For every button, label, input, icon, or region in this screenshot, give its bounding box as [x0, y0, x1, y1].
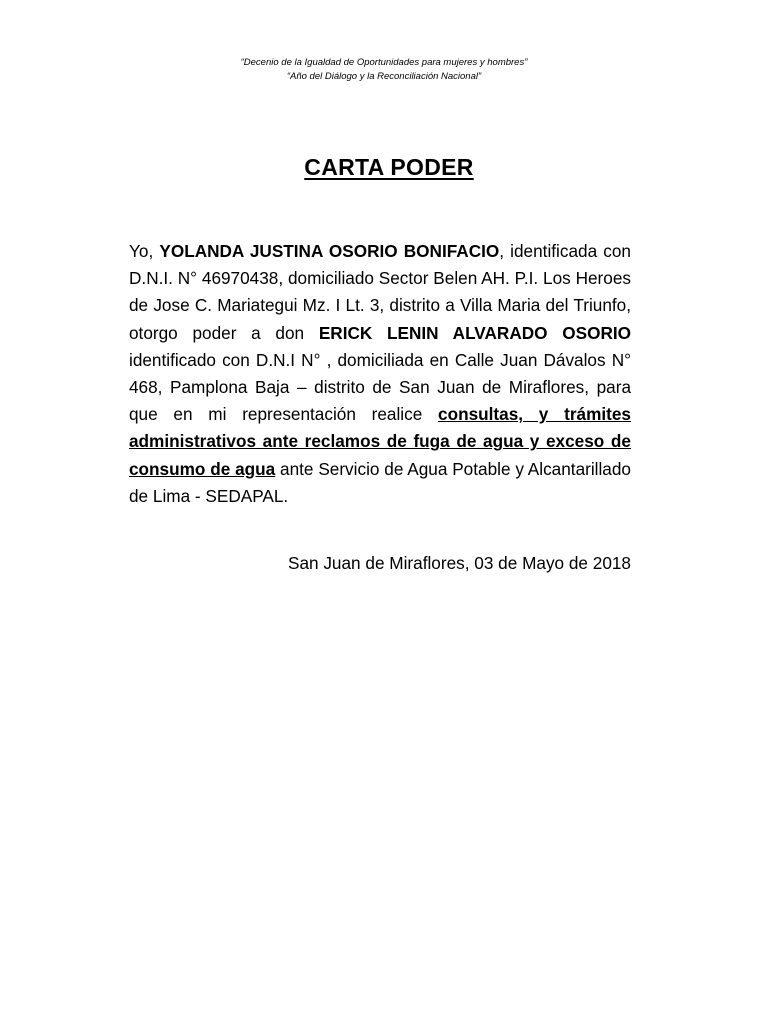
grantee-name: ERICK LENIN ALVARADO OSORIO — [318, 322, 631, 343]
header-motto-year: “Año del Diálogo y la Reconciliación Nacional” — [286, 71, 482, 82]
place-and-date: San Juan de Miraflores, 03 de Mayo de 2018 — [287, 553, 631, 573]
body-text-closing: ante Servicio de Agua Potable y Alcantarillado de Lima - SEDAPAL. — [129, 458, 631, 506]
header-motto-decade: “Decenio de la Igualdad de Oportunidades para mujeres y hombres” — [240, 57, 528, 68]
header-mottos — [0, 56, 768, 84]
letter-body — [129, 238, 631, 510]
power-purpose: consultas, y trámites administrativos ante reclamos de fuga de agua y exceso de consumo de agua — [129, 404, 631, 479]
grantor-name: YOLANDA JUSTINA OSORIO BONIFACIO — [159, 241, 500, 261]
body-text-grantor-details: , identificada con D.N.I. N° 46970438, domiciliado Sector Belen AH. P.I. Los Heroes de Jose C. Mariategui Mz. I Lt. 3, distrito a Villa Maria del Triunfo, otorgo poder a don — [129, 241, 631, 343]
document-title: CARTA PODER — [304, 154, 474, 180]
body-text-grantee-details: identificado con D.N.I N° , domiciliada en Calle Juan Dávalos N° 468, Pamplona Baja – distrito de San Juan de Miraflores, para que en mi representación realice — [129, 349, 631, 425]
body-text-intro: Yo, — [129, 241, 160, 261]
